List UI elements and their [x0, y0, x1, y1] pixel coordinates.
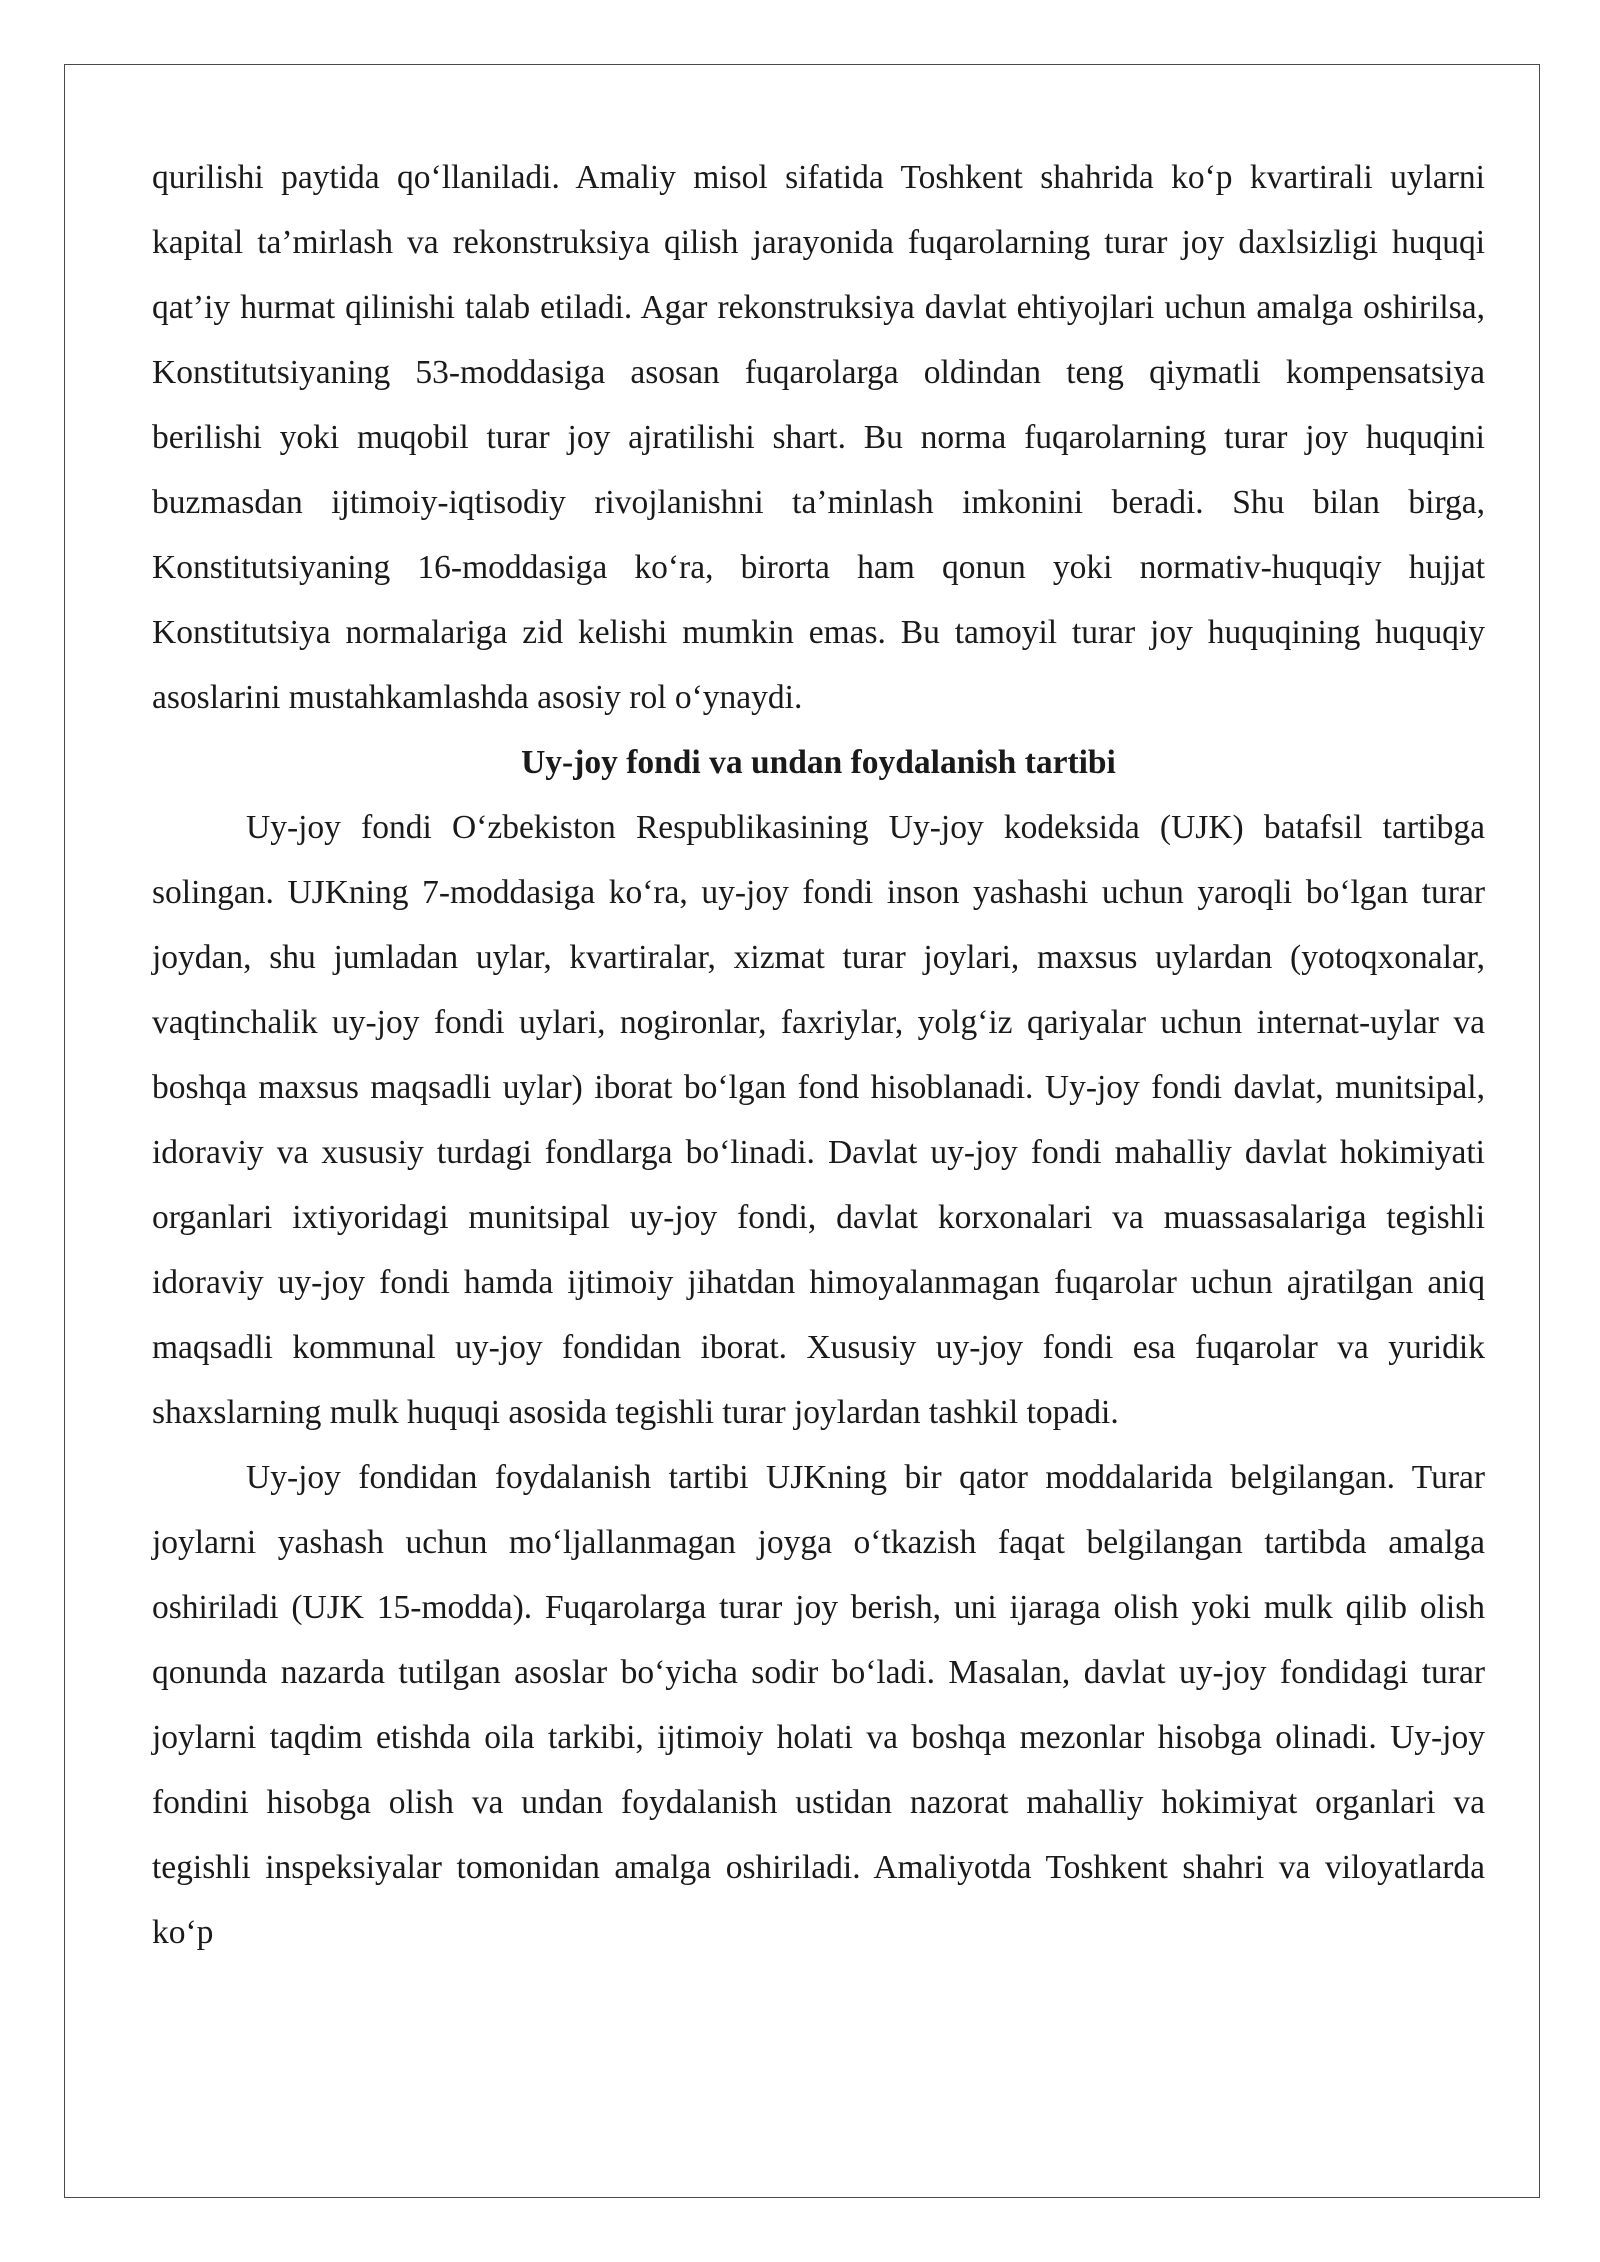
document-body — [152, 145, 1485, 1965]
paragraph-continued: qurilishi paytida qo‘llaniladi. Amaliy misol sifatida Toshkent shahrida ko‘p kvartirali uylarni kapital ta’mirlash va rekonstruksiya qilish jarayonida fuqarolarning turar joy daxlsizligi huquqi qat’iy hurmat qilinishi talab etiladi. Agar rekonstruksiya davlat ehtiyojlari uchun amalga oshirilsa, Konstitutsiyaning 53-moddasiga asosan fuqarolarga oldindan teng qiymatli kompensatsiya berilishi yoki muqobil turar joy ajratilishi shart. Bu norma fuqarolarning turar joy huquqini buzmasdan ijtimoiy-iqtisodiy rivojlanishni ta’minlash imkonini beradi. Shu bilan birga, Konstitutsiyaning 16-moddasiga ko‘ra, birorta ham qonun yoki normativ-huquqiy hujjat Konstitutsiya normalariga zid kelishi mumkin emas. Bu tamoyil turar joy huquqining huquqiy asoslarini mustahkamlashda asosiy rol o‘ynaydi. — [152, 159, 1485, 716]
paragraph-housing-fund: Uy-joy fondi O‘zbekiston Respublikasining Uy-joy kodeksida (UJK) batafsil tartibga solingan. UJKning 7-moddasiga ko‘ra, uy-joy fondi inson yashashi uchun yaroqli bo‘lgan turar joydan, shu jumladan uylar, kvartiralar, xizmat turar joylari, maxsus uylardan (yotoqxonalar, vaqtinchalik uy-joy fondi uylari, nogironlar, faxriylar, yolg‘iz qariyalar uchun internat-uylar va boshqa maxsus maqsadli uylar) iborat bo‘lgan fond hisoblanadi. Uy-joy fondi davlat, munitsipal, idoraviy va xususiy turdagi fondlarga bo‘linadi. Davlat uy-joy fondi mahalliy davlat hokimiyati organlari ixtiyoridagi munitsipal uy-joy fondi, davlat korxonalari va muassasalariga tegishli idoraviy uy-joy fondi hamda ijtimoiy jihatdan himoyalanmagan fuqarolar uchun ajratilgan aniq maqsadli kommunal uy-joy fondidan iborat. Xususiy uy-joy fondi esa fuqarolar va yuridik shaxslarning mulk huquqi asosida tegishli turar joylardan tashkil topadi. — [152, 809, 1485, 1431]
section-heading: Uy-joy fondi va undan foydalanish tartibi — [521, 744, 1116, 781]
paragraph-fund-usage: Uy-joy fondidan foydalanish tartibi UJKning bir qator moddalarida belgilangan. Turar joylarni yashash uchun mo‘ljallanmagan joyga o‘tkazish faqat belgilangan tartibda amalga oshiriladi (UJK 15-modda). Fuqarolarga turar joy berish, uni ijaraga olish yoki mulk qilib olish qonunda nazarda tutilgan asoslar bo‘yicha sodir bo‘ladi. Masalan, davlat uy-joy fondidagi turar joylarni taqdim etishda oila tarkibi, ijtimoiy holati va boshqa mezonlar hisobga olinadi. Uy-joy fondini hisobga olish va undan foydalanish ustidan nazorat mahalliy hokimiyat organlari va tegishli inspeksiyalar tomonidan amalga oshiriladi. Amaliyotda Toshkent shahri va viloyatlarda ko‘p — [152, 1459, 1485, 1951]
